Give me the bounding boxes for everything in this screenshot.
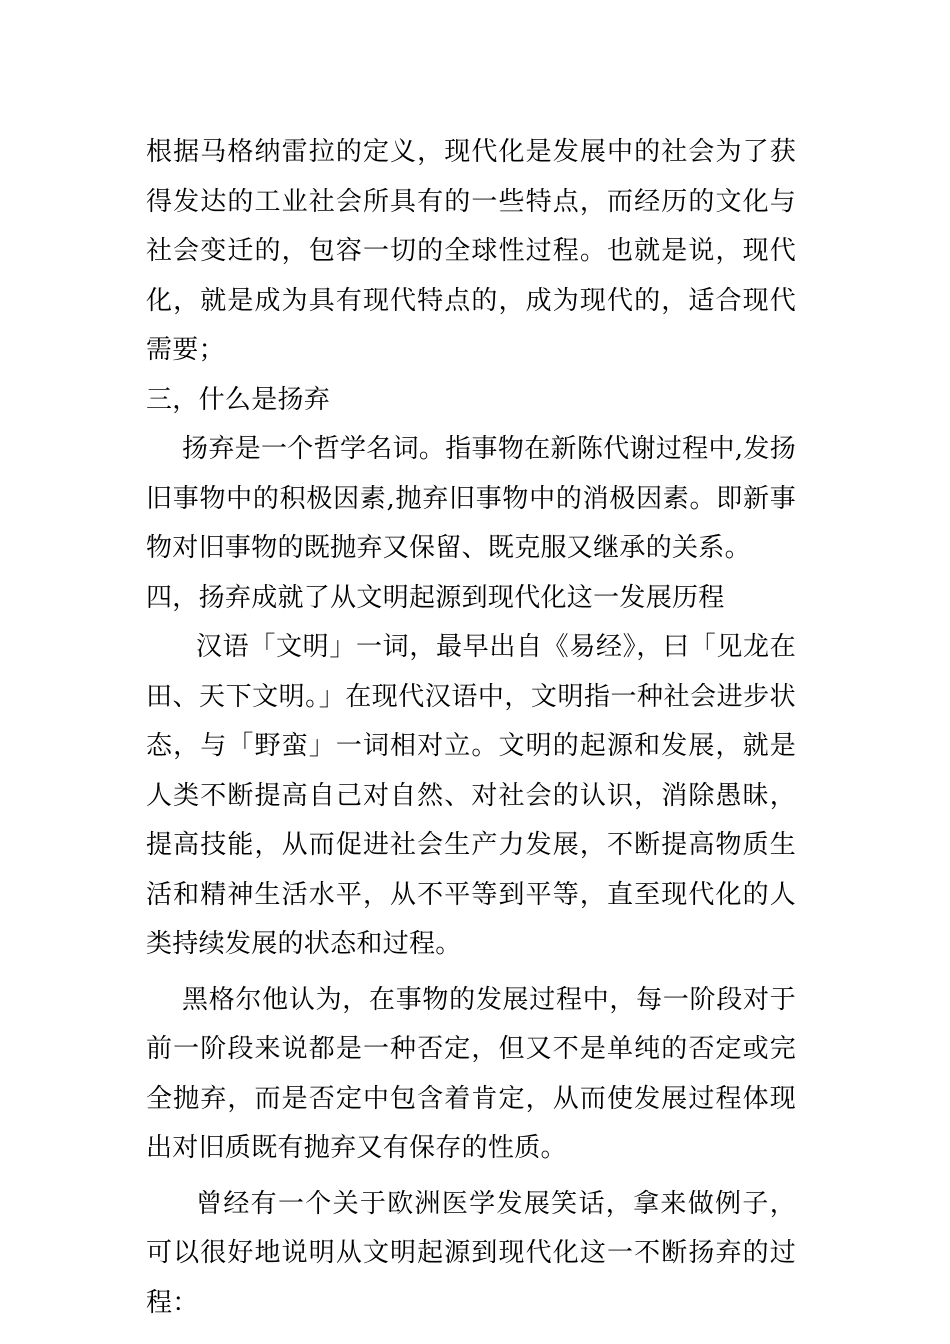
section-heading-4: 四，扬弃成就了从文明起源到现代化这一发展历程 <box>146 582 725 613</box>
paragraph-modernization-definition: 根据马格纳雷拉的定义，现代化是发展中的社会为了获得发达的工业社会所具有的一些特点，而经历的文化与社会变迁的，包容一切的全球性过程。也就是说，现代化，就是成为具有现代特点的，成为现代的，适合现代需要； <box>146 137 796 365</box>
paragraph-civilization: 汉语「文明」一词，最早出自《易经》，曰「见龙在田、天下文明。」在现代汉语中，文明指一种社会进步状态，与「野蛮」一词相对立。文明的起源和发展，就是人类不断提高自己对自然、对社会的认识，消除愚昧，提高技能，从而促进社会生产力发展，不断提高物质生活和精神生活水平，从不平等到平等，直至现代化的人类持续发展的状态和过程。 <box>146 632 796 959</box>
document-page <box>146 128 796 1328</box>
paragraph-sublation-definition: 扬弃是一个哲学名词。指事物在新陈代谢过程中,发扬旧事物中的积极因素,抛弃旧事物中的消极因素。即新事物对旧事物的既抛弃又保留、既克服又继承的关系。 <box>146 434 796 563</box>
paragraph-hegel: 黑格尔他认为，在事物的发展过程中，每一阶段对于前一阶段来说都是一种否定，但又不是单纯的否定或完全抛弃，而是否定中包含着肯定，从而使发展过程体现出对旧质既有抛弃又有保存的性质。 <box>146 984 796 1163</box>
paragraph-medical-joke-intro: 曾经有一个关于欧洲医学发展笑话，拿来做例子，可以很好地说明从文明起源到现代化这一不断扬弃的过程： <box>146 1188 796 1318</box>
section-heading-3: 三，什么是扬弃 <box>146 384 331 415</box>
